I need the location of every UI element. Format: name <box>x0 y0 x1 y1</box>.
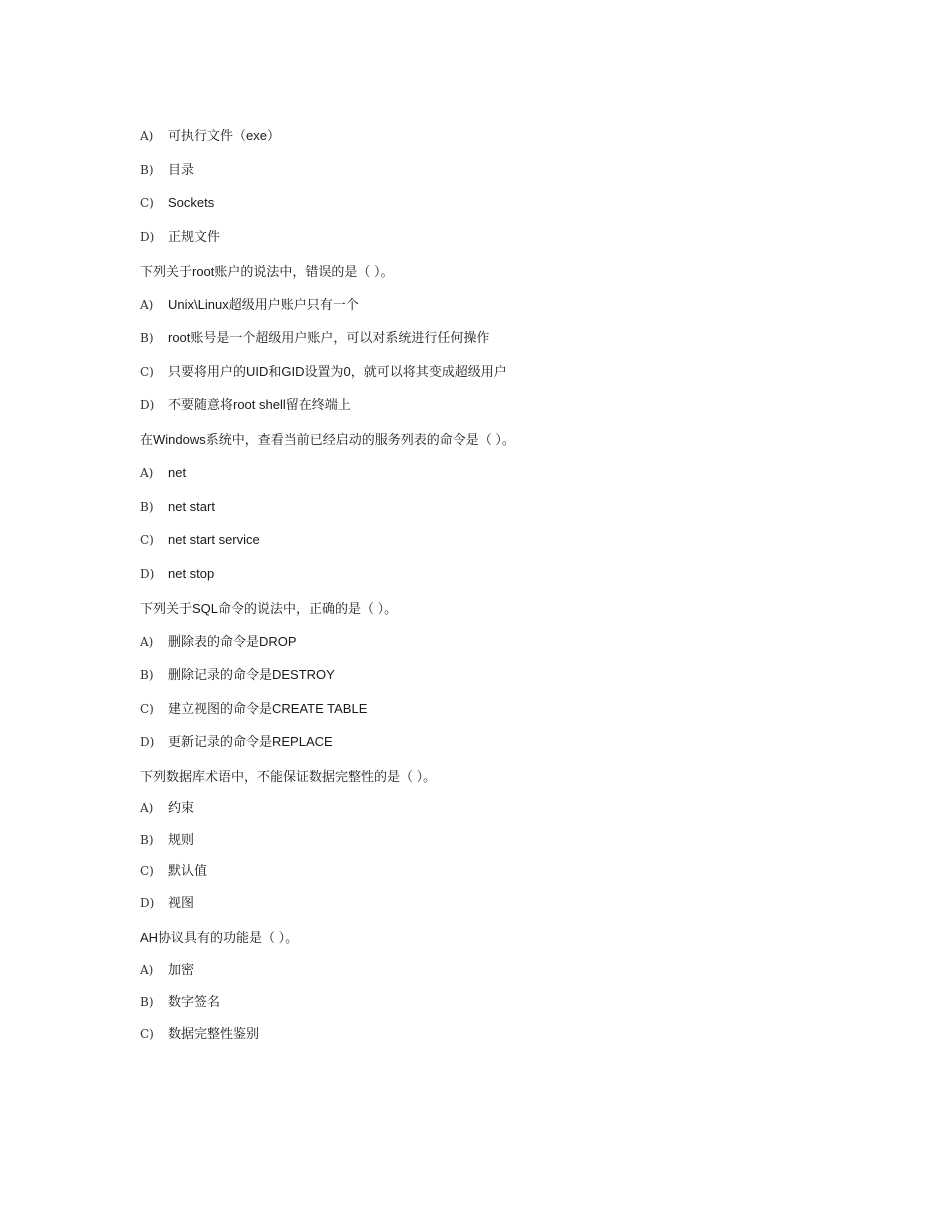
option-text: 约束 <box>168 800 195 815</box>
option-text: 更新记录的命令是REPLACE <box>168 734 333 749</box>
option-d <box>140 227 840 247</box>
document-page <box>140 126 840 1057</box>
question-text: 下列数据库术语中，不能保证数据完整性的是（ ）。 <box>140 769 437 784</box>
option-c <box>140 861 840 881</box>
option-letter: B) <box>140 331 154 345</box>
option-letter: A) <box>140 634 154 649</box>
option-letter: C) <box>140 364 154 379</box>
option-text: net start service <box>168 532 260 547</box>
option-text: 建立视图的命令是CREATE TABLE <box>168 700 368 716</box>
question-block-4 <box>140 767 840 913</box>
option-text: net stop <box>168 565 215 581</box>
question-block-2 <box>140 430 840 584</box>
option-a <box>140 126 840 146</box>
option-letter: A) <box>140 801 154 815</box>
option-letter: D) <box>140 895 155 910</box>
question-block-3 <box>140 599 840 753</box>
question-text: 下列关于SQL命令的说法中，正确的是（ ）。 <box>140 600 398 616</box>
option-text: 数字签名 <box>168 993 221 1009</box>
option-b <box>140 992 840 1012</box>
option-letter: B) <box>140 832 154 847</box>
option-letter: A) <box>140 129 154 143</box>
option-letter: A) <box>140 962 154 977</box>
option-c <box>140 193 840 213</box>
option-text: 只要将用户的UID和GID设置为0，就可以将其变成超级用户 <box>168 363 507 379</box>
option-text: root账号是一个超级用户账户，可以对系统进行任何操作 <box>168 330 490 345</box>
option-text: 删除记录的命令是DESTROY <box>168 667 335 682</box>
option-letter: C) <box>140 864 154 878</box>
option-text: 数据完整性鉴别 <box>168 1025 260 1041</box>
question-block-0 <box>140 126 840 247</box>
option-text: 默认值 <box>168 863 208 878</box>
question-text: AH协议具有的功能是（ ）。 <box>140 929 299 945</box>
option-text: net <box>168 465 187 480</box>
option-c <box>140 699 840 719</box>
option-letter: C) <box>140 196 154 210</box>
option-a <box>140 632 840 652</box>
option-text: 规则 <box>168 831 195 847</box>
option-text: 正规文件 <box>168 228 221 244</box>
option-a <box>140 798 840 818</box>
option-letter: D) <box>140 229 155 244</box>
question-text: 在Windows系统中，查看当前已经启动的服务列表的命令是（ ）。 <box>140 432 515 447</box>
option-text: 目录 <box>168 161 195 177</box>
option-letter: A) <box>140 297 154 312</box>
option-letter: B) <box>140 499 154 514</box>
option-letter: B) <box>140 668 154 682</box>
option-text: net start <box>168 498 215 514</box>
option-text: 删除表的命令是DROP <box>168 633 297 649</box>
question-block-5 <box>140 928 840 1044</box>
option-a <box>140 295 840 315</box>
option-text: 加密 <box>168 961 195 977</box>
option-letter: C) <box>140 1026 154 1041</box>
option-letter: D) <box>140 735 155 749</box>
option-c <box>140 1024 840 1044</box>
option-letter: B) <box>140 994 154 1009</box>
option-c <box>140 530 840 550</box>
option-d <box>140 395 840 415</box>
option-d <box>140 893 840 913</box>
option-b <box>140 328 840 348</box>
option-b <box>140 830 840 850</box>
option-text: Sockets <box>168 195 215 210</box>
question-block-1 <box>140 262 840 416</box>
option-d <box>140 732 840 752</box>
option-d <box>140 564 840 584</box>
option-text: 不要随意将root shell留在终端上 <box>168 397 351 412</box>
option-letter: C) <box>140 533 154 547</box>
option-a <box>140 463 840 483</box>
option-letter: D) <box>140 398 155 412</box>
option-letter: C) <box>140 701 154 716</box>
option-text: 可执行文件（exe） <box>168 128 280 143</box>
option-c <box>140 362 840 382</box>
option-letter: B) <box>140 162 154 177</box>
option-b <box>140 497 840 517</box>
option-b <box>140 160 840 180</box>
question-text: 下列关于root账户的说法中，错误的是（ ）。 <box>140 263 394 279</box>
option-text: Unix\Linux超级用户账户只有一个 <box>168 296 359 312</box>
option-b <box>140 665 840 685</box>
option-letter: A) <box>140 466 154 480</box>
option-letter: D) <box>140 566 155 581</box>
option-text: 视图 <box>168 894 195 910</box>
option-a <box>140 960 840 980</box>
